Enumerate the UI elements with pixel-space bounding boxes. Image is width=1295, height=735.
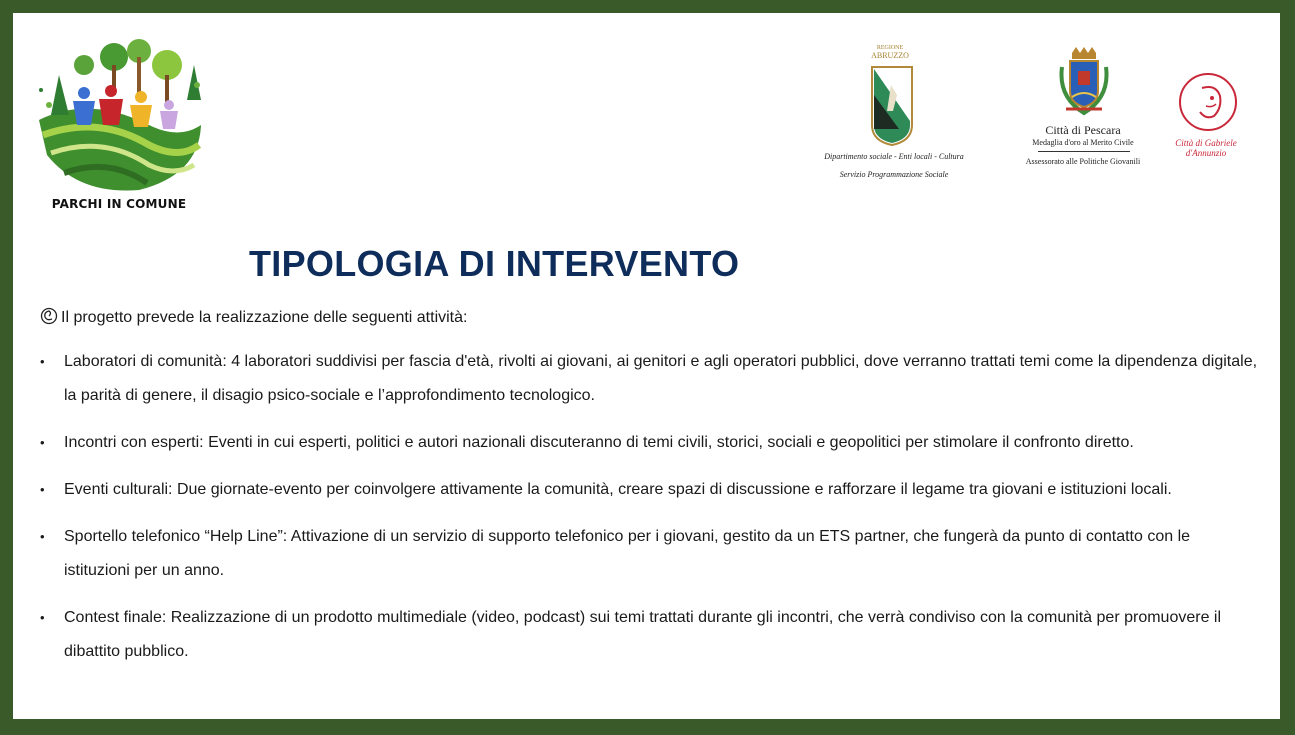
abruzzo-shield-icon <box>869 65 915 147</box>
bullet-icon: • <box>40 610 45 625</box>
intro-text: Il progetto prevede la realizzazione delle seguenti attività: <box>61 309 468 326</box>
page-title: TIPOLOGIA DI INTERVENTO <box>249 243 740 284</box>
abruzzo-caption <box>805 148 983 184</box>
regione-abruzzo-logo <box>805 45 983 185</box>
bullet-icon: • <box>40 435 45 450</box>
abruzzo-title <box>860 45 920 59</box>
dannunzio-portrait-icon <box>1176 70 1240 134</box>
pescara-crest-icon <box>1058 47 1110 117</box>
slide <box>13 13 1280 719</box>
bullet-icon: • <box>40 482 45 497</box>
parks-logo-icon <box>29 25 209 195</box>
pescara-name: Città di Pescara <box>1045 123 1121 137</box>
list-item-text: Sportello telefonico “Help Line”: Attivazione di un servizio di supporto telefonico per i giovani, gestito da un ETS partner, che fungerà da punto di contatto con le istituzioni per un anno. <box>64 528 1191 579</box>
list-item-text: Laboratori di comunità: 4 laboratori suddivisi per fascia d'età, rivolti ai giovani, ai genitori e agli operatori pubblici, dove verranno trattati temi come la dipendenza digitale, la parità di genere, il disagio psico-sociale e l’approfondimento tecnologico. <box>64 353 1258 404</box>
abruzzo-title-bottom: ABRUZZO <box>871 51 909 60</box>
pescara-medal: Medaglia d'oro al Merito Civile <box>1032 138 1134 147</box>
list-item-text: Contest finale: Realizzazione di un prodotto multimediale (video, podcast) sui temi trattati durante gli incontri, che verrà condiviso con la comunità per promuovere il dibattito pubblico. <box>64 609 1222 660</box>
bullet-icon: • <box>40 354 45 369</box>
dannunzio-caption: Città di Gabriele d'Annunzio <box>1175 138 1237 158</box>
spiral-icon <box>40 307 58 325</box>
dannunzio-logo <box>1158 70 1243 158</box>
parchi-in-comune-logo <box>29 25 209 215</box>
list-item-text: Incontri con esperti: Eventi in cui esperti, politici e autori nazionali discuteranno di temi civili, storici, sociali e geopolitici per stimolare il confronto diretto. <box>64 434 1134 451</box>
logo-title: PARCHI IN COMUNE <box>51 197 187 211</box>
abruzzo-caption-line2: Servizio Programmazione Sociale <box>839 170 949 179</box>
pescara-department: Assessorato alle Politiche Giovanili <box>1025 157 1141 166</box>
abruzzo-title-top: REGIONE <box>876 45 904 51</box>
list-item-text: Eventi culturali: Due giornate-evento per coinvolgere attivamente la comunità, creare spazi di discussione e rafforzare il legame tra giovani e istituzioni locali. <box>64 481 1172 498</box>
citta-di-pescara-logo <box>1008 47 1158 172</box>
bullet-icon: • <box>40 529 45 544</box>
abruzzo-caption-line1: Dipartimento sociale - Enti locali - Cultura <box>824 152 964 161</box>
divider <box>1038 151 1130 152</box>
intro-line <box>40 307 467 327</box>
